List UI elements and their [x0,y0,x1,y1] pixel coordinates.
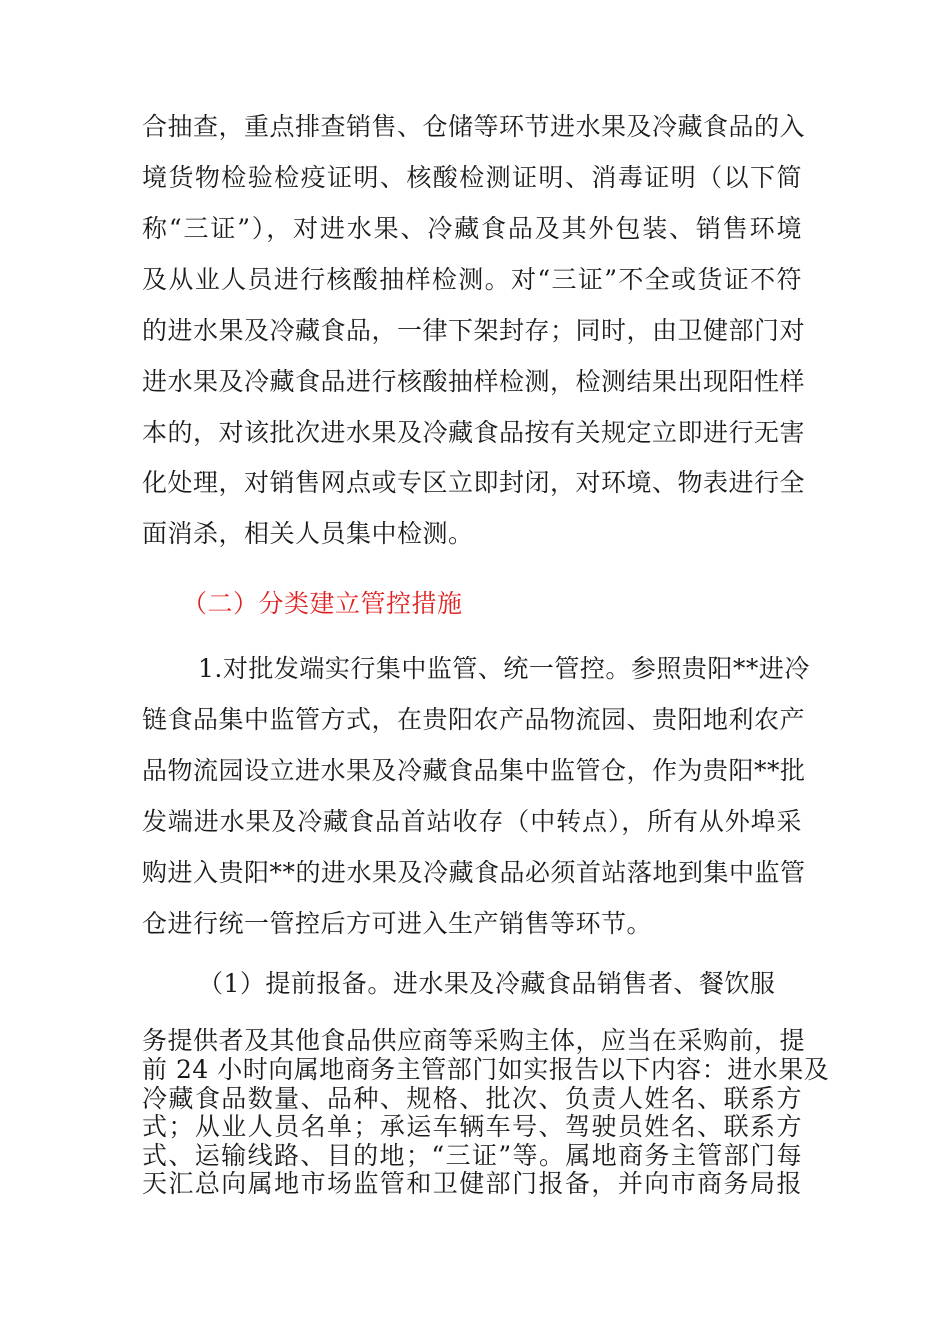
paragraph-line: 称“三证”），对进水果、冷藏食品及其外包装、销售环境 [142,214,802,243]
paragraph-line: 本的，对该批次进水果及冷藏食品按有关规定立即进行无害 [142,418,806,447]
paragraph-line: 天汇总向属地市场监管和卫健部门报备，并向市商务局报 [142,1169,802,1198]
paragraph-line: 及从业人员进行核酸抽样检测。对“三证”不全或货证不符 [142,265,802,294]
paragraph-line: 链食品集中监管方式，在贵阳农产品物流园、贵阳地利农产 [142,705,806,734]
paragraph-line: 式；从业人员名单；承运车辆车号、驾驶员姓名、联系方 [142,1112,802,1141]
section-heading: （二）分类建立管控措施 [182,589,463,618]
paragraph-line: 发端进水果及冷藏食品首站收存（中转点），所有从外埠采 [142,807,802,836]
paragraph-line: 购进入贵阳**的进水果及冷藏食品必须首站落地到集中监管 [142,858,806,887]
paragraph-line: 面消杀，相关人员集中检测。 [142,519,474,548]
paragraph-line: 1.对批发端实行集中监管、统一管控。参照贵阳**进冷 [198,654,810,683]
paragraph-line: 合抽查，重点排查销售、仓储等环节进水果及冷藏食品的入 [142,112,806,141]
paragraph-line: 境货物检验检疫证明、核酸检测证明、消毒证明（以下简 [142,163,802,192]
paragraph-line: 化处理，对销售网点或专区立即封闭，对环境、物表进行全 [142,468,806,497]
paragraph-line: 前 24 小时向属地商务主管部门如实报告以下内容：进水果及 [142,1055,830,1084]
paragraph-line: 式、运输线路、目的地；“三证”等。属地商务主管部门每 [142,1141,802,1170]
paragraph-line: 务提供者及其他食品供应商等采购主体，应当在采购前，提 [142,1026,806,1055]
paragraph-line: 进水果及冷藏食品进行核酸抽样检测，检测结果出现阳性样 [142,367,806,396]
paragraph-line: 品物流园设立进水果及冷藏食品集中监管仓，作为贵阳**批 [142,756,806,785]
paragraph-line: 仓进行统一管控后方可进入生产销售等环节。 [142,909,653,938]
paragraph-line: （1）提前报备。进水果及冷藏食品销售者、餐饮服 [198,969,776,998]
paragraph-line: 的进水果及冷藏食品，一律下架封存；同时，由卫健部门对 [142,316,806,345]
paragraph-line: 冷藏食品数量、品种、规格、批次、负责人姓名、联系方 [142,1084,802,1113]
